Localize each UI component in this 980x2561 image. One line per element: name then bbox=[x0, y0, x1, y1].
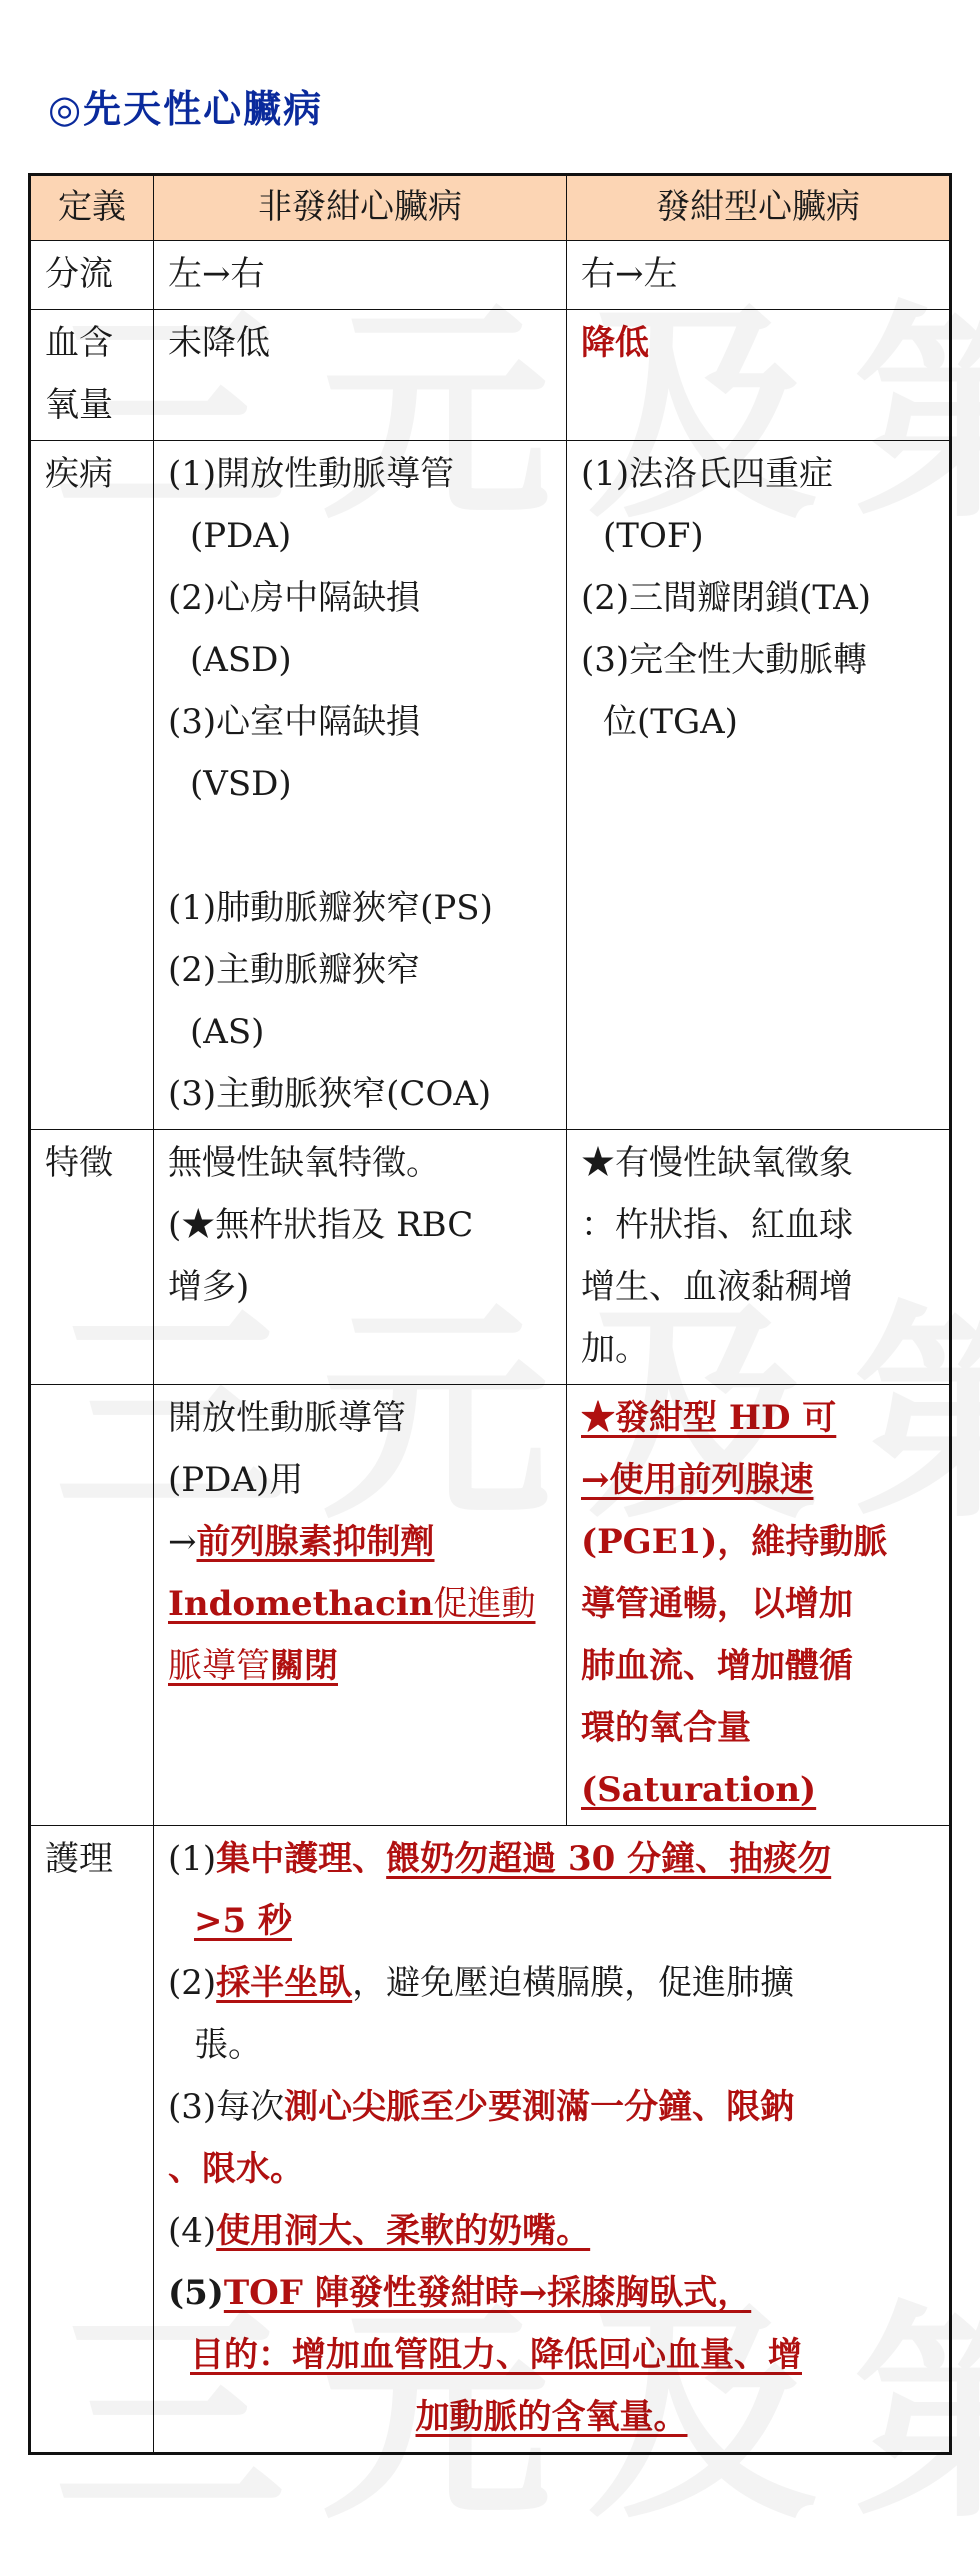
list-item: (2)三間瓣閉鎖(TA) bbox=[581, 578, 872, 618]
row-nursing bbox=[30, 1826, 951, 2454]
list-item: (3)心室中隔缺損 bbox=[168, 702, 421, 742]
row-treatment bbox=[30, 1385, 951, 1826]
cell-shunt-cyanotic: 右→左 bbox=[567, 241, 951, 310]
row-label-treatment-empty bbox=[30, 1385, 154, 1826]
cell-nursing: (1)集中護理、餵奶勿超過 30 分鐘、抽痰勿 >5 秒 (2)採半坐臥，避免壓迫橫膈膜，促進肺擴 張。 (3)每次測心尖脈至少要測滿一分鐘、限鈉 、限水。 (4)使用洞大、柔軟的奶嘴。 (5)TOF 陣發性發紺時→採膝胸臥式， 目的：增加血管阻力、降低回心血量、增 加動脈的含氧量。 bbox=[154, 1826, 951, 2454]
list-item: (ASD) bbox=[190, 640, 292, 680]
list-item: (1)開放性動脈導管 bbox=[168, 454, 455, 494]
cell-feature-cyanotic: ★有慢性缺氧徵象 ：杵狀指、紅血球 增生、血液黏稠增 加。 bbox=[567, 1130, 951, 1385]
list-item: (1)肺動脈瓣狹窄(PS) bbox=[168, 888, 493, 928]
header-cyanotic: 發紺型心臟病 bbox=[567, 175, 951, 241]
row-feature bbox=[30, 1130, 951, 1385]
cell-oxygen-noncyanotic: 未降低 bbox=[154, 310, 567, 441]
row-label-feature: 特徵 bbox=[30, 1130, 154, 1385]
list-item: (1)法洛氏四重症 bbox=[581, 454, 834, 494]
row-label-nursing: 護理 bbox=[30, 1826, 154, 2454]
list-item: 位(TGA) bbox=[603, 702, 738, 742]
nursing-item-3: (3)每次測心尖脈至少要測滿一分鐘、限鈉 bbox=[168, 2087, 795, 2127]
table-header-row bbox=[30, 175, 951, 241]
list-item: (PDA) bbox=[190, 516, 292, 556]
cell-shunt-noncyanotic: 左→右 bbox=[154, 241, 567, 310]
header-noncyanotic: 非發紺心臟病 bbox=[154, 175, 567, 241]
indomethacin-text: Indomethacin bbox=[168, 1584, 434, 1624]
cell-oxygen-cyanotic: 降低 bbox=[567, 310, 951, 441]
drug-name-highlight: 前列腺素抑制劑 bbox=[196, 1522, 435, 1562]
nursing-item-2: (2)採半坐臥，避免壓迫橫膈膜，促進肺擴 bbox=[168, 1963, 795, 2003]
row-label-oxygen: 血含 氧量 bbox=[30, 310, 154, 441]
nursing-item-1: (1)集中護理、餵奶勿超過 30 分鐘、抽痰勿 bbox=[168, 1839, 832, 1879]
list-item: (3)主動脈狹窄(COA) bbox=[168, 1074, 492, 1114]
cell-disease-cyanotic bbox=[567, 441, 951, 1130]
page-heading: ◎先天性心臟病 bbox=[48, 87, 324, 131]
list-item: (2)心房中隔缺損 bbox=[168, 578, 421, 618]
list-item: (VSD) bbox=[190, 764, 292, 804]
list-item: (AS) bbox=[190, 1012, 265, 1052]
row-disease bbox=[30, 441, 951, 1130]
list-item: (3)完全性大動脈轉 bbox=[581, 640, 868, 680]
cell-disease-noncyanotic bbox=[154, 441, 567, 1130]
row-shunt bbox=[30, 241, 951, 310]
cell-treatment-noncyanotic: 開放性動脈導管 (PDA)用 →前列腺素抑制劑 Indomethacin促進動 脈導管關閉 bbox=[154, 1385, 567, 1826]
row-label-disease: 疾病 bbox=[30, 441, 154, 1130]
chd-comparison-table bbox=[28, 173, 952, 2455]
row-oxygen bbox=[30, 310, 951, 441]
nursing-item-4: (4)使用洞大、柔軟的奶嘴。 bbox=[168, 2211, 591, 2251]
list-item: (TOF) bbox=[603, 516, 704, 556]
row-label-shunt: 分流 bbox=[30, 241, 154, 310]
list-item: (2)主動脈瓣狹窄 bbox=[168, 950, 421, 990]
nursing-item-5: (5)TOF 陣發性發紺時→採膝胸臥式， bbox=[168, 2273, 752, 2313]
cell-treatment-cyanotic: ★發紺型 HD 可 →使用前列腺速 (PGE1)，維持動脈 導管通暢，以增加 肺血流、增加體循 環的氧合量 (Saturation) bbox=[567, 1385, 951, 1826]
header-definition: 定義 bbox=[30, 175, 154, 241]
cell-feature-noncyanotic: 無慢性缺氧特徵。 (★無杵狀指及 RBC 增多) bbox=[154, 1130, 567, 1385]
